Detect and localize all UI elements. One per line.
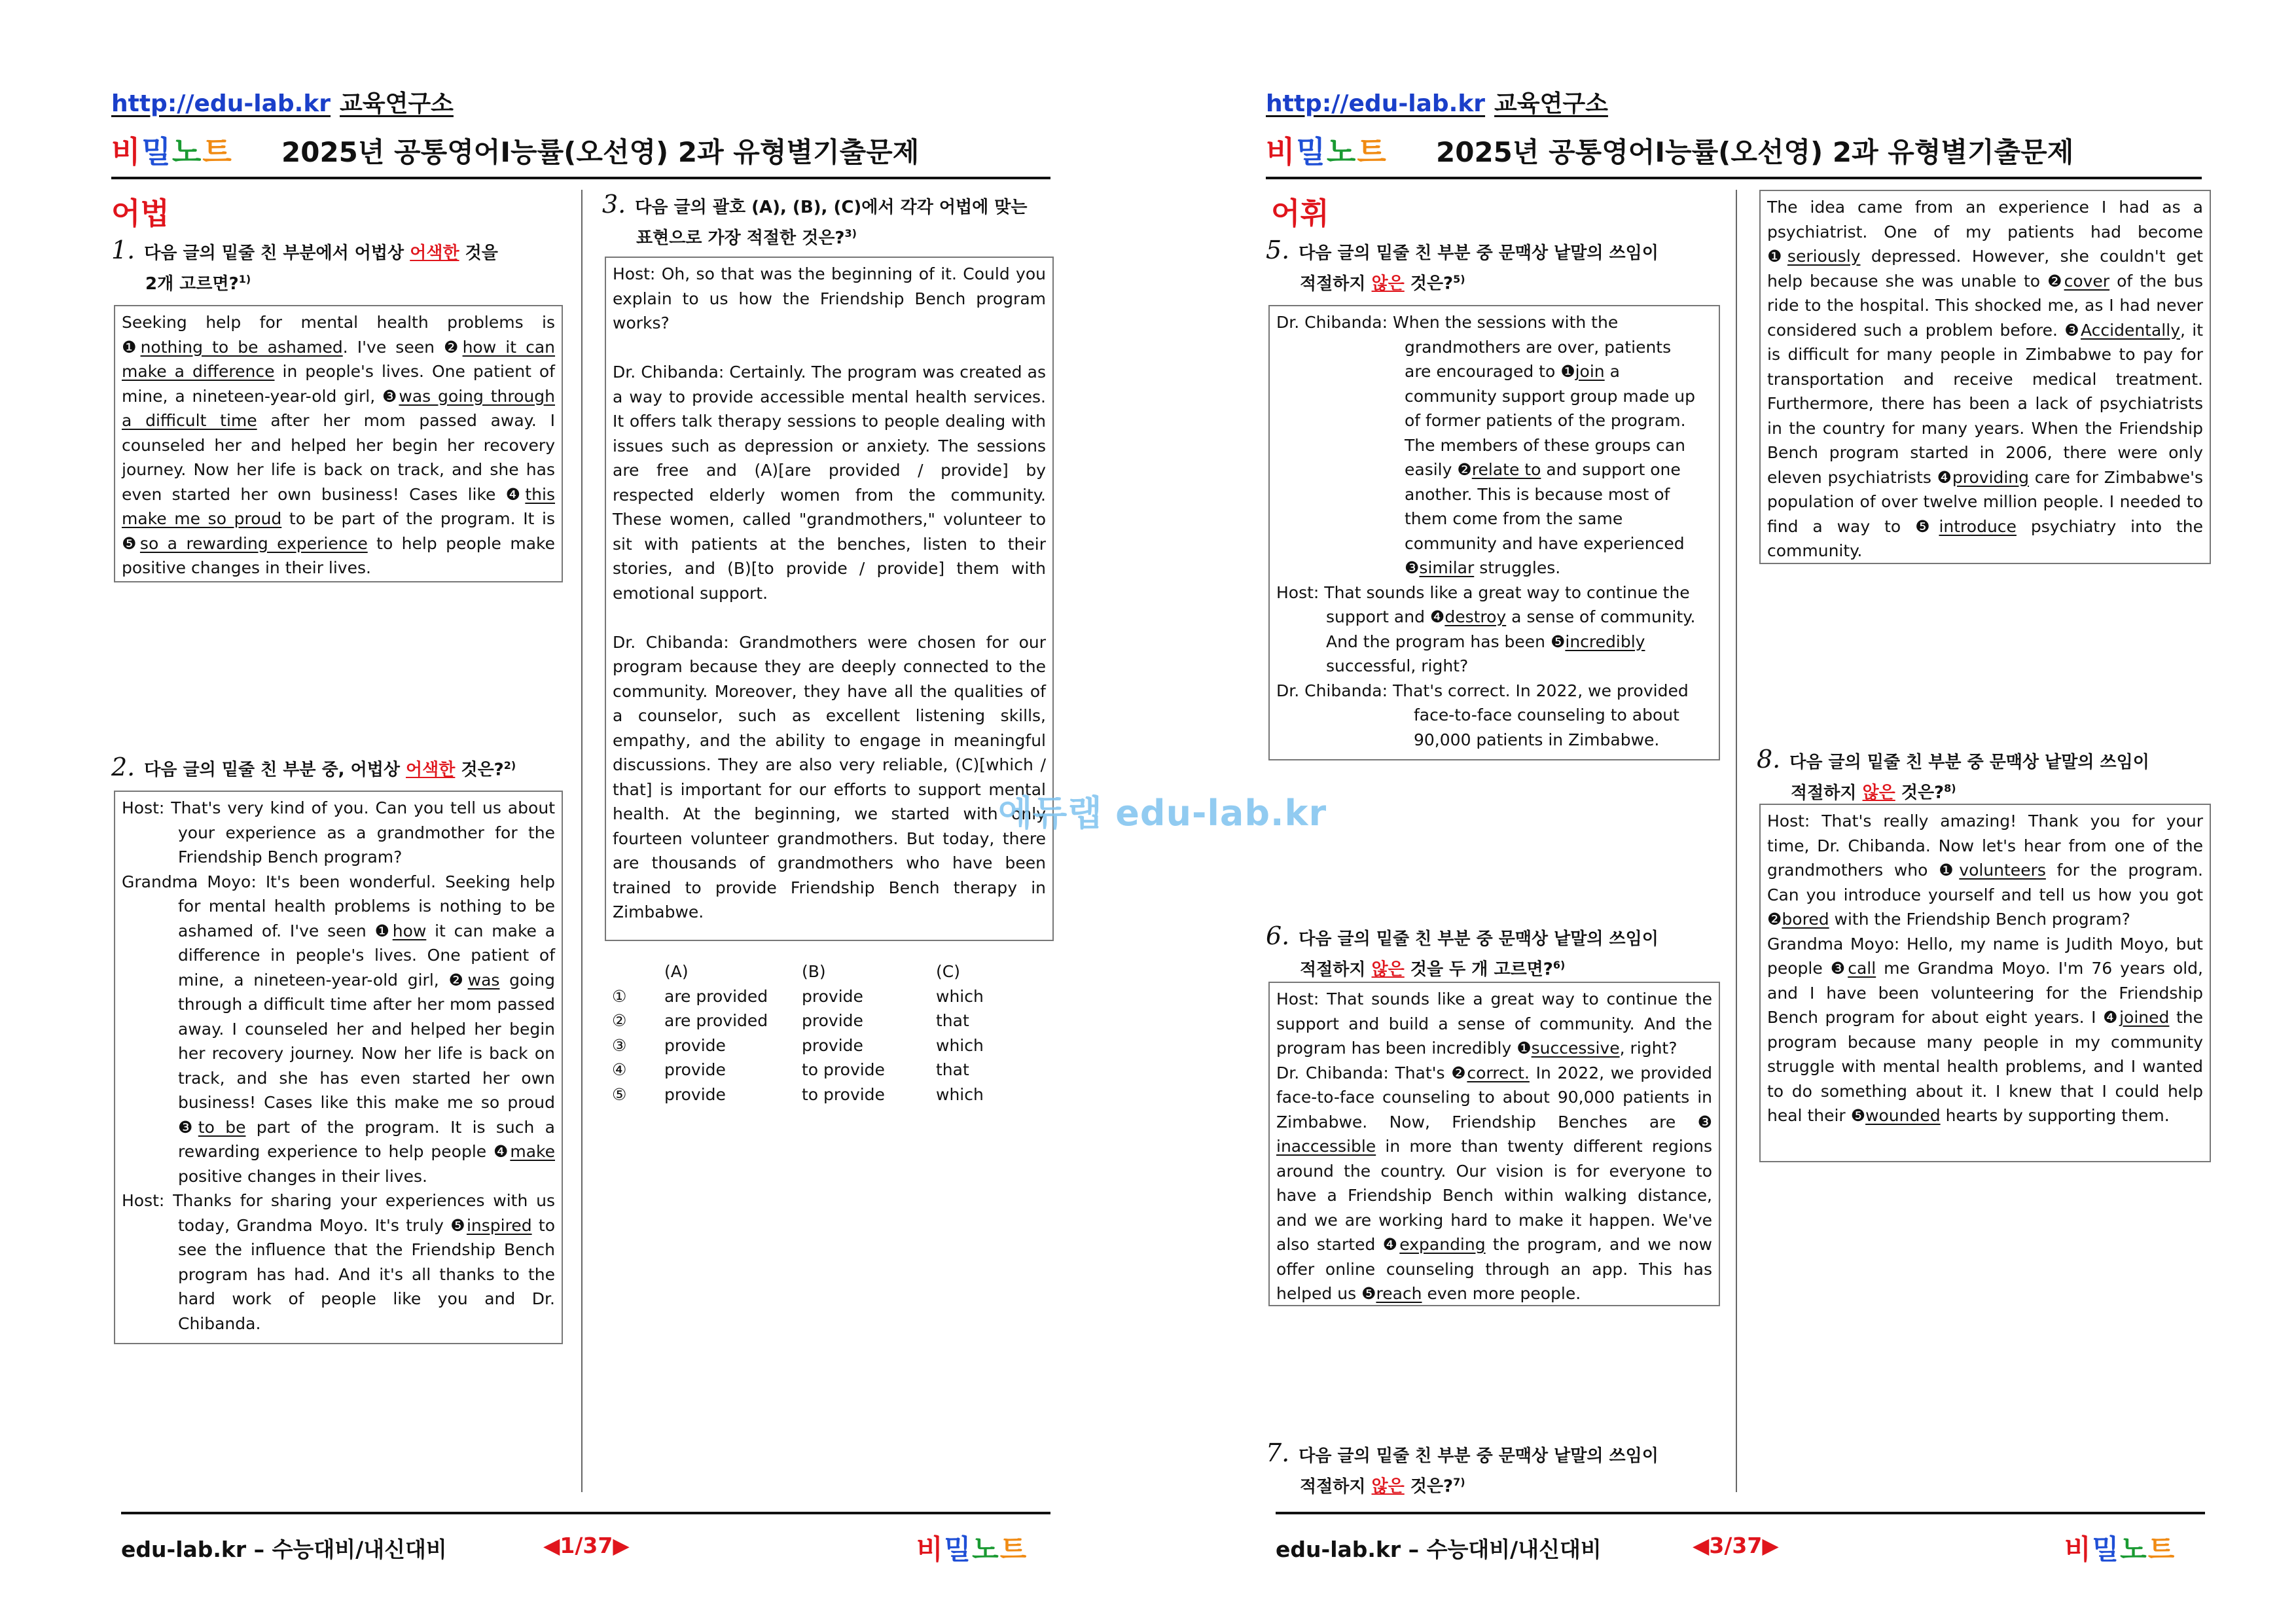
question-6-passage: Host: That sounds like a great way to continue the support and build a sense of community. And the program has been incredibly ❶successive, right? Dr. Chibanda: That's ❷correct. In 2022, we provided face-to-face counseling to about 90,000 patients in Zimbabwe. Now, Friendship Benches are ❸ inaccessible in more than twenty different regions around the country. Our vision is for everyone to have a Friendship Bench within walking distance, and we are working hard to make it happen. We've also started ❹expanding the program, and we now offer online counseling through an app. This has helped us ❺reach even more people. xyxy=(1268,982,1720,1306)
brand-logo: 비밀노트 xyxy=(111,134,233,169)
footer-page-number: ◀3/37▶ xyxy=(1693,1533,1779,1558)
choice-2[interactable]: ② are provided provide that xyxy=(612,1011,969,1030)
question-3-choices: (A) (B) (C) ① are provided provide which ② are provided provide that ③ provide provide which ④ provide to provide that ⑤ provide to provide which xyxy=(612,959,990,1107)
question-2-passage: Host: That's very kind of you. Can you tell us about your experience as a grandmother for the Friendship Bench program? Grandma Moyo: It's been wonderful. Seeking help for mental health problems is nothing to be ashamed of. I've seen ❶how it can make a difference in people's lives. One patient of mine, a nineteen-year-old girl, ❷was going through a difficult time after her mom passed away. I counseled her and helped her begin her recovery journey. Now her life is back on track, and she has even started her own business! Cases like this make me so proud ❸to be part of the program. It is such a rewarding experience to help people ❹make positive changes in their lives. Host: Thanks for sharing your experiences with us today, Grandma Moyo. It's truly ❺inspired to see the influence that the Friendship Bench program has had. And it's all thanks to the hard work of people like you and Dr. Chibanda. xyxy=(114,791,563,1344)
section-title: 어법 xyxy=(111,196,170,231)
exam-title: 2025년 공통영어Ⅰ능률(오선영) 2과 유형별기출문제 xyxy=(1436,136,2074,168)
footer-brand: 비밀노트 xyxy=(916,1533,1028,1565)
footer-brand: 비밀노트 xyxy=(2064,1533,2176,1565)
question-3-prompt: 3. 다음 글의 괄호 (A), (B), (C)에서 각각 어법에 맞는 표현으로 가장 적절한 것은?$^{3)}$ xyxy=(602,190,1028,248)
section-title: 어휘 xyxy=(1271,196,1329,231)
choice-5[interactable]: ⑤ provide to provide which xyxy=(612,1084,984,1104)
question-8-passage: Host: That's really amazing! Thank you for your time, Dr. Chibanda. Now let's hear from one of the grandmothers who ❶volunteers for the program. Can you introduce yourself and tell us how you got ❷bored with the Friendship Bench program? Grandma Moyo: Hello, my name is Judith Moyo, but people ❸call me Grandma Moyo. I'm 76 years old, and I have been volunteering for the Friendship Bench program for about eight years. I ❹joined the program because many people in my community struggle with mental health problems, and I wanted to do something about it. I knew that I could help heal their ❺wounded hearts by supporting them. xyxy=(1759,804,2211,1162)
header-rule xyxy=(1266,177,2202,179)
question-1-passage: Seeking help for mental health problems is ❶nothing to be ashamed. I've seen ❷how it can make a difference in people's lives. One patient of mine, a nineteen-year-old girl, ❸was going through a difficult time after her mom passed away. I counseled her and helped her begin her recovery journey. Now her life is back on track, and she has even started her own business! Cases like ❹this make me so proud to be part of the program. It is ❺so a rewarding experience to help people make positive changes in their lives. xyxy=(114,305,563,582)
footer-site: edu-lab.kr – 수능대비/내신대비 xyxy=(121,1537,447,1562)
site-link[interactable]: http://edu-lab.kr 교육연구소 xyxy=(1266,90,1608,117)
question-6-prompt: 6. 다음 글의 밑줄 친 부분 중 문맥상 낱말의 쓰임이 적절하지 않은 것을 두 개 고르면?$^{6)}$ xyxy=(1266,921,1659,980)
footer-rule xyxy=(121,1512,1050,1514)
question-3-passage: Host: Oh, so that was the beginning of it. Could you explain to us how the Friendship Bench program works? Dr. Chibanda: Certainly. The program was created as a way to provide accessible mental health services. It offers talk therapy sessions to people dealing with issues such as depression or anxiety. The sessions are free and (A)[are provided / provide] by respected elderly women from the community. These women, called "grandmothers," volunteer to sit with patients at the benches, listen to their stories, and (B)[to provide / provide] them with emotional support. Dr. Chibanda: Grandmothers were chosen for our program because they are deeply connected to the community. Moreover, they have all the qualities of a counselor, such as excellent listening skills, empathy, and the ability to engage in meaningful discussions. They are also very reliable, (C)[which / that] is important for our efforts to support mental health. At the beginning, we started with only fourteen volunteer grandmothers. But today, there are thousands of grandmothers who have been trained to provide Friendship Bench therapy in Zimbabwe. xyxy=(605,257,1054,941)
footer-site: edu-lab.kr – 수능대비/내신대비 xyxy=(1276,1537,1602,1562)
brand-logo: 비밀노트 xyxy=(1266,134,1388,169)
choice-1[interactable]: ① are provided provide which xyxy=(612,986,984,1006)
choice-4[interactable]: ④ provide to provide that xyxy=(612,1060,969,1079)
question-5-prompt: 5. 다음 글의 밑줄 친 부분 중 문맥상 낱말의 쓰임이 적절하지 않은 것은?$^{5)}$ xyxy=(1266,236,1659,294)
question-5-passage: Dr. Chibanda: When the sessions with the grandmothers are over, patients are encouraged to ❶join a community support group made up of former patients of the program. The members of these groups can easily ❷relate to and support one another. This is because most of them come from the same community and have experienced ❸similar struggles. Host: That sounds like a great way to continue the support and ❹destroy a sense of community. And the program has been ❺incredibly successful, right? Dr. Chibanda: That's correct. In 2022, we provided face-to-face counseling to about 90,000 patients in Zimbabwe. xyxy=(1268,305,1720,760)
question-1-prompt: 1. 다음 글의 밑줄 친 부분에서 어법상 어색한 것을 2개 고르면?$^{1)}$ xyxy=(111,236,498,294)
column-divider xyxy=(581,190,583,1492)
question-2-prompt: 2. 다음 글의 밑줄 친 부분 중, 어법상 어색한 것은?$^{2)}$ xyxy=(111,752,516,781)
question-7-prompt: 7. 다음 글의 밑줄 친 부분 중 문맥상 낱말의 쓰임이 적절하지 않은 것은?$^{7)}$ xyxy=(1266,1438,1659,1497)
footer-page-number: ◀1/37▶ xyxy=(543,1533,630,1558)
header-rule xyxy=(111,177,1050,179)
watermark: 에듀랩 edu-lab.kr xyxy=(998,793,1327,834)
question-7-passage: The idea came from an experience I had as a psychiatrist. One of my patients had become ❶seriously depressed. However, she couldn't get help because she was unable to ❷cover of the bus ride to the hospital. This shocked me, as I had never considered such a problem before. ❸Accidentally, it is difficult for many people in Zimbabwe to pay for transportation and receive medical treatment. Furthermore, there has been a lack of psychiatrists in the country for many years. When the Friendship Bench program started in 2006, there were only eleven psychiatrists ❹providing care for Zimbabwe's population of over twelve million people. I needed to find a way to ❺introduce psychiatry into the community. xyxy=(1759,190,2211,564)
site-link[interactable]: http://edu-lab.kr 교육연구소 xyxy=(111,90,454,117)
choice-3[interactable]: ③ provide provide which xyxy=(612,1035,984,1055)
column-divider xyxy=(1736,190,1737,1492)
footer-rule xyxy=(1276,1512,2205,1514)
question-8-prompt: 8. 다음 글의 밑줄 친 부분 중 문맥상 낱말의 쓰임이 적절하지 않은 것은?$^{8)}$ xyxy=(1757,745,2149,803)
exam-title: 2025년 공통영어Ⅰ능률(오선영) 2과 유형별기출문제 xyxy=(281,136,920,168)
